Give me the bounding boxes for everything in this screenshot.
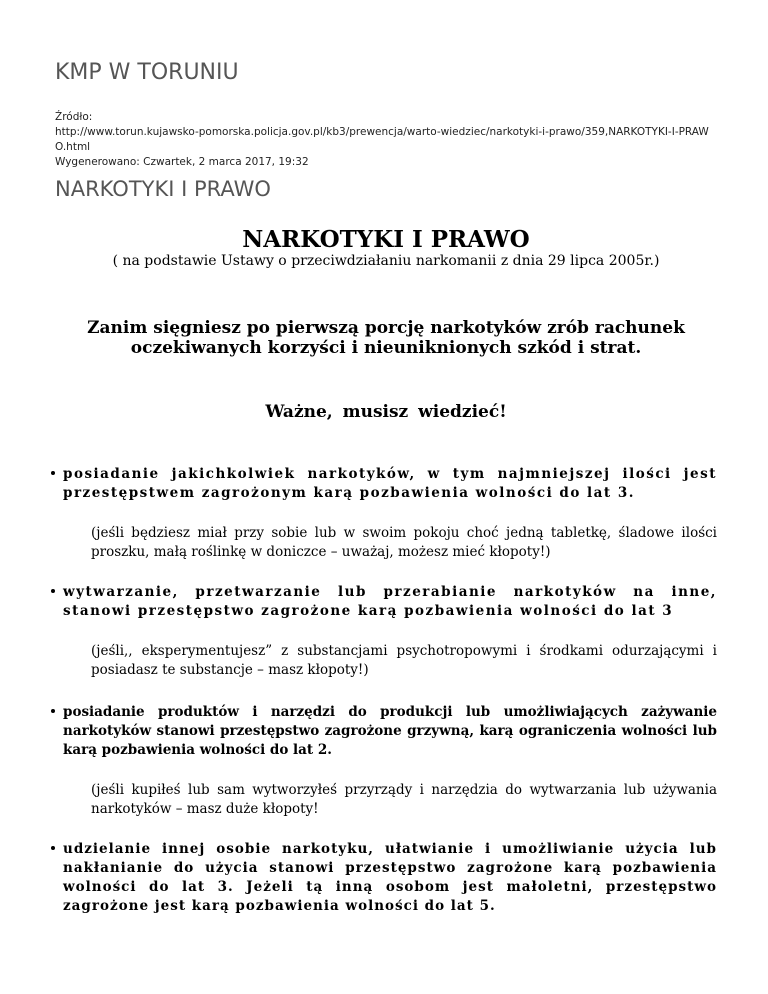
bullet-icon [51,589,55,593]
section-title: NARKOTYKI I PRAWO [55,177,271,201]
item-main-text-content: posiadanie jakichkolwiek narkotyków, w tym najmniejszej ilości jest przestępstwem zagrożonym karą pozbawienia wolności do lat 3. [63,466,717,501]
item-note-text: (jeśli,, eksperymentujesz” z substancjami psychotropowymi i środkami odurzającymi i posiadasz te substancje – masz kłopoty!) [91,643,717,678]
important-heading: Ważne, musisz wiedzieć! [265,402,507,422]
item-main-text [63,465,717,503]
list-item [55,840,717,916]
item-note-text: (jeśli kupiłeś lub sam wytworzyłeś przyrządy i narzędzia do wytwarzania lub używania narkotyków – masz duże kłopoty! [91,782,717,817]
item-main-text-content: udzielanie innej osobie narkotyku, ułatwianie i umożliwianie użycia lub nakłanianie do użycia stanowi przestępstwo zagrożone karą pozbawienia wolności do lat 3. Jeżeli tą inną osobom jest małoletni, przestępstwo zagrożone jest karą pozbawienia wolności do lat 5. [63,841,717,914]
item-main-text [63,840,717,916]
list-item [55,465,717,562]
item-main-text [63,583,717,621]
list-item [55,703,717,819]
site-title: KMP W TORUNIU [55,60,239,85]
bullet-icon [51,709,55,713]
document-title: NARKOTYKI I PRAWO [242,226,530,253]
document-subtitle: ( na podstawie Ustawy o przeciwdziałaniu narkomanii z dnia 29 lipca 2005r.) [112,253,660,269]
source-meta [55,110,717,170]
source-label: Źródło: [55,111,93,123]
intro-text: Zanim sięgniesz po pierwszą porcję narkotyków zrób rachunek oczekiwanych korzyści i nieuniknionych szkód i strat. [87,318,685,358]
bullet-icon [51,846,55,850]
item-main-text: posiadanie produktów i narzędzi do produkcji lub umożliwiających zażywanie narkotyków stanowi przestępstwo zagrożone grzywną, karą ograniczenia wolności lub karą pozbawienia wolności do lat 2. [63,704,717,758]
source-url: http://www.torun.kujawsko-pomorska.policja.gov.pl/kb3/prewencja/warto-wiedziec/narkotyki-i-prawo/359,NARKOTYKI-I-PRAWO.html [55,126,709,153]
generated-timestamp: Wygenerowano: Czwartek, 2 marca 2017, 19:32 [55,156,309,168]
item-note-text: (jeśli będziesz miał przy sobie lub w swoim pokoju choć jedną tabletkę, śladowe ilości proszku, małą roślinkę w doniczce – uważaj, możesz mieć kłopoty!) [91,525,717,560]
bullet-icon [51,471,55,475]
item-main-text-content: wytwarzanie, przetwarzanie lub przerabianie narkotyków na inne, stanowi przestępstwo zagrożone karą pozbawienia wolności do lat 3 [63,584,717,619]
list-item [55,583,717,680]
